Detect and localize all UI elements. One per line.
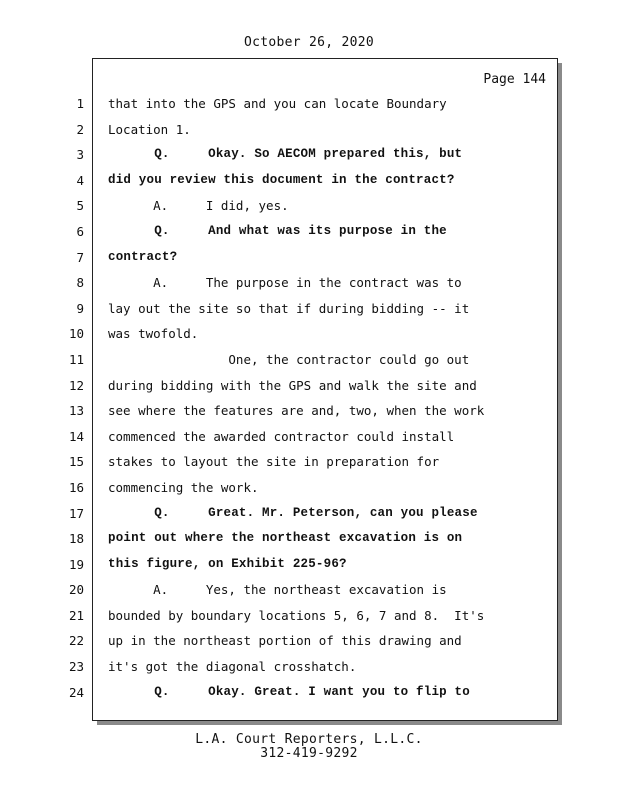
transcript-line: contract? [108, 249, 178, 264]
line-number: 14 [68, 428, 84, 444]
transcript-line: A. Yes, the northeast excavation is [108, 582, 447, 598]
transcript-line: bounded by boundary locations 5, 6, 7 and 8. It's [108, 607, 485, 623]
line-number: 18 [68, 531, 84, 547]
transcript-line: it's got the diagonal crosshatch. [108, 659, 357, 675]
transcript-line: was twofold. [108, 326, 199, 342]
line-number: 11 [68, 351, 84, 367]
line-number: 15 [68, 454, 84, 470]
transcript-lines [108, 91, 548, 705]
line-number: 8 [76, 275, 84, 291]
transcript-line: Q. Great. Mr. Peterson, can you please [108, 505, 478, 520]
line-number: 24 [68, 684, 84, 700]
line-number: 12 [68, 377, 84, 393]
footer-company: L.A. Court Reporters, L.L.C. [195, 732, 423, 747]
page-number: Page 144 [483, 72, 546, 87]
transcript-line: A. The purpose in the contract was to [108, 275, 462, 291]
line-number: 13 [68, 403, 84, 419]
line-number: 6 [76, 223, 84, 239]
transcript-line: see where the features are and, two, when the work [108, 403, 485, 419]
transcript-line: Q. Okay. So AECOM prepared this, but [108, 147, 463, 162]
line-number-column [0, 91, 84, 705]
line-number: 2 [76, 121, 84, 137]
transcript-line: commenced the awarded contractor could install [108, 428, 455, 444]
line-number: 16 [68, 479, 84, 495]
transcript-line: up in the northeast portion of this drawing and [108, 633, 462, 649]
transcript-line: commencing the work. [108, 479, 259, 495]
line-number: 19 [68, 556, 84, 572]
line-number: 20 [68, 582, 84, 598]
transcript-line: did you review this document in the contract? [108, 172, 455, 187]
line-number: 7 [76, 249, 84, 265]
transcript-line: Location 1. [108, 121, 191, 137]
header-date: October 26, 2020 [243, 35, 375, 50]
footer [0, 733, 618, 761]
transcript-line: One, the contractor could go out [108, 351, 470, 367]
transcript-line: this figure, on Exhibit 225-96? [108, 556, 347, 571]
transcript-line: that into the GPS and you can locate Boundary [108, 96, 447, 111]
line-number: 4 [76, 172, 84, 188]
transcript-line: A. I did, yes. [108, 198, 289, 214]
line-number: 5 [76, 198, 84, 214]
transcript-line: lay out the site so that if during bidding -- it [108, 300, 470, 316]
transcript-line: point out where the northeast excavation is on [108, 531, 463, 546]
transcript-line: stakes to layout the site in preparation for [108, 454, 440, 470]
transcript-line: during bidding with the GPS and walk the site and [108, 377, 477, 393]
transcript-line: Q. And what was its purpose in the [108, 223, 447, 238]
transcript-line: Q. Okay. Great. I want you to flip to [108, 684, 470, 699]
line-number: 3 [76, 147, 84, 163]
line-number: 22 [68, 633, 84, 649]
line-number: 17 [68, 505, 84, 521]
footer-phone: 312-419-9292 [260, 746, 358, 761]
line-number: 10 [68, 326, 84, 342]
line-number: 9 [76, 300, 84, 316]
line-number: 21 [68, 607, 84, 623]
line-number: 23 [68, 659, 84, 675]
line-number: 1 [76, 96, 84, 111]
